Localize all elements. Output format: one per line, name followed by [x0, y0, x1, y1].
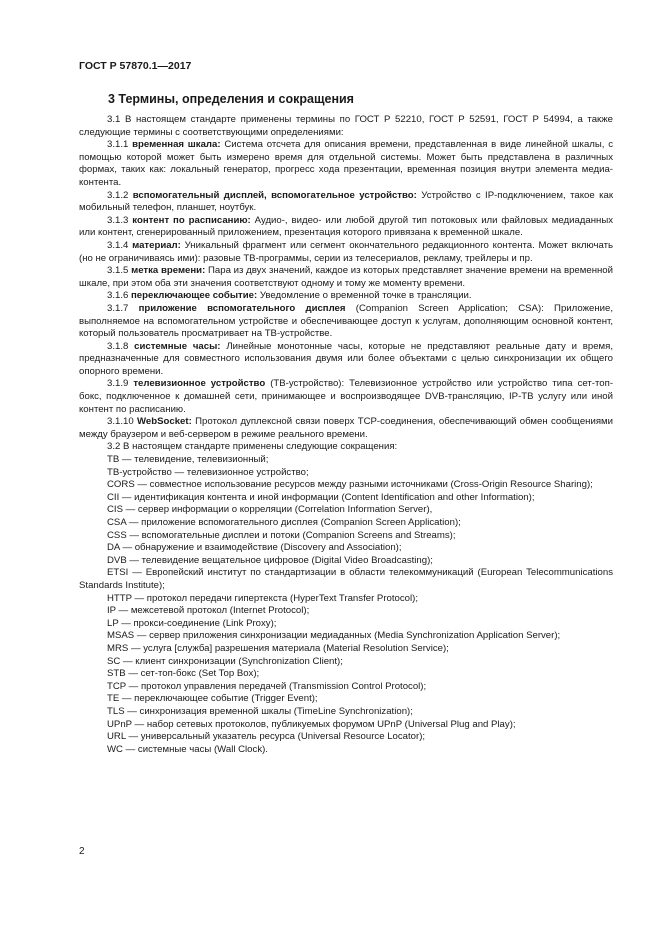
abbreviation-item: ТВ — телевидение, телевизионный; [107, 454, 269, 466]
abbreviation-item: MSAS — сервер приложения синхронизации медиаданных (Media Synchronization Application Server); [107, 630, 561, 642]
definition-number: 3.1.3 [107, 214, 129, 226]
definition-text: Протокол дуплексной связи поверх TCP-соединения, обеспечивающий обмен сообщениями между браузером и веб-сервером в режиме реального времени. [79, 416, 613, 440]
definition-item [79, 341, 613, 379]
abbreviation-item: TLS — синхронизация временной шкалы (TimeLine Synchronization); [107, 705, 413, 717]
definition-item [79, 265, 613, 290]
definition-term: WebSocket: [137, 416, 192, 428]
definition-term: временная шкала: [132, 139, 221, 151]
abbreviations-intro-paragraph: 3.2 В настоящем стандарте применены следующие сокращения: [107, 441, 398, 453]
definition-text: Уведомление о временной точке в трансляции. [259, 290, 472, 302]
definition-term: материал: [132, 239, 181, 251]
definition-item [79, 303, 613, 341]
definition-text: Аудио-, видео- или любой другой тип потоковых или файловых медиаданных или контент, сгенерированный приложением, презентация которого привязана к временной шкале. [79, 214, 614, 239]
definition-item [79, 190, 613, 215]
abbreviation-item: LP — прокси-соединение (Link Proxy); [107, 617, 277, 629]
definition-text: (ТВ-устройство): Телевизионное устройство или устройство типа сет-топ-бокс, подключенное к домашней сети, принимающее и воспроизводящее DVB-трансляцию, IP-TB услугу или иной контент по расписанию. [79, 378, 614, 415]
abbreviation-item: TE — переключающее событие (Trigger Event); [107, 693, 318, 705]
definition-number: 3.1.9 [107, 378, 129, 390]
abbreviation-item: DVB — телевидение вещательное цифровое (Digital Video Broadcasting); [107, 554, 433, 566]
definition-number: 3.1.7 [107, 302, 129, 314]
abbreviation-item: HTTP — протокол передачи гипертекста (HyperText Transfer Protocol); [107, 592, 418, 604]
abbreviation-item: TCP — протокол управления передачей (Transmission Control Protocol); [107, 680, 427, 692]
definition-term: вспомогательный дисплей, вспомогательное устройство: [132, 189, 417, 201]
definition-number: 3.1.1 [107, 139, 129, 151]
abbreviation-item: SC — клиент синхронизации (Synchronization Client); [107, 655, 343, 667]
abbreviation-item: STB — сет-топ-бокс (Set Top Box); [107, 668, 260, 680]
definition-term: контент по расписанию: [132, 214, 251, 226]
definitions-list [79, 139, 613, 441]
abbreviation-item: ТВ-устройство — телевизионное устройство; [107, 466, 309, 478]
document-header: ГОСТ Р 57870.1—2017 [79, 60, 192, 72]
abbreviation-item: CSA — приложение вспомогательного дисплея (Companion Screen Application); [107, 517, 461, 528]
definition-text: Устройство с IP-подключением, такое как мобильный телефон, планшет, ноутбук. [79, 189, 614, 214]
abbreviation-item: URL — универсальный указатель ресурса (Universal Resource Locator); [107, 731, 426, 743]
definition-term: телевизионное устройство [133, 378, 266, 390]
definition-item [79, 378, 613, 416]
definition-text: (Companion Screen Application; CSA): Приложение, выполняемое на вспомогательном устройстве и обеспечивающее доступ к услугам, дополняющим основной контент, который пользователь просматривает на ТВ-устройстве. [79, 302, 613, 340]
abbreviation-item: CSS — вспомогательные дисплеи и потоки (Companion Screens and Streams); [107, 529, 456, 541]
abbreviation-item: IP — межсетевой протокол (Internet Protocol); [107, 605, 310, 617]
definition-item [79, 290, 613, 303]
definition-item [79, 240, 613, 265]
definition-text: Уникальный фрагмент или сегмент окончательного редакционного контента. Может включать (но не ограничиваясь ими): разовые ТВ-программы, серии из телесериалов, рекламу, трейлеры и пр. [79, 239, 613, 264]
definition-number: 3.1.5 [107, 265, 129, 277]
abbreviation-item: CII — идентификация контента и иной информации (Content Identification and other Information); [107, 491, 535, 503]
definition-item [79, 215, 613, 240]
definition-item [79, 416, 613, 441]
definition-term: метка времени: [131, 265, 206, 277]
definition-text: Пара из двух значений, каждое из которых представляет значение времени на временной шкале, при этом оба эти значения соответствуют одному и тому же моменту времени. [79, 265, 613, 289]
definition-text: Линейные монотонные часы, которые не представляют реальные дату и время, предназначенные для совместного использования двумя или более объектами с целью синхронизации их общего опорного времени. [79, 340, 613, 377]
page-number: 2 [79, 846, 85, 857]
definition-number: 3.1.6 [107, 290, 129, 302]
definition-item [79, 139, 613, 189]
document-body [79, 114, 613, 756]
definition-number: 3.1.2 [107, 189, 129, 201]
abbreviation-item: CIS — сервер информации о корреляции (Correlation Information Server), [107, 504, 433, 516]
abbreviation-item: UPnP — набор сетевых протоколов, публикуемых форумом UPnP (Universal Plug and Play); [107, 718, 516, 730]
abbreviation-item: WC — системные часы (Wall Clock). [107, 743, 268, 755]
definition-term: приложение вспомогательного дисплея [138, 302, 346, 314]
definition-number: 3.1.10 [107, 416, 134, 428]
definition-term: системные часы: [134, 340, 221, 352]
definition-number: 3.1.4 [107, 239, 129, 251]
definition-number: 3.1.8 [107, 340, 129, 352]
abbreviation-item: ETSI — Европейский институт по стандартизации в области телекоммуникаций (European Telecommunications Standards Institute); [79, 567, 613, 591]
definition-term: переключающее событие: [131, 290, 258, 302]
definition-text: Система отсчета для описания времени, представленная в виде линейной шкалы, с помощью которой может быть измерено время для отдельной системы. Может быть представлена в различных формах, таких как: локальный генератор, прогресс хода презентации, временная позиция внутри элемента медиа-контента. [79, 139, 614, 188]
abbreviation-item: CORS — совместное использование ресурсов между разными источниками (Cross-Origin Resource Sharing); [107, 479, 593, 491]
abbreviations-list [79, 454, 613, 756]
abbreviation-item: MRS — услуга [служба] разрешения материала (Material Resolution Service); [107, 642, 449, 654]
terms-intro-paragraph: 3.1 В настоящем стандарте применены термины по ГОСТ Р 52210, ГОСТ Р 52591, ГОСТ Р 54994, а также следующие термины с соответствующими определениями: [79, 114, 613, 138]
abbreviation-item: DA — обнаружение и взаимодействие (Discovery and Association); [107, 542, 402, 554]
section-title: 3 Термины, определения и сокращения [108, 92, 354, 106]
